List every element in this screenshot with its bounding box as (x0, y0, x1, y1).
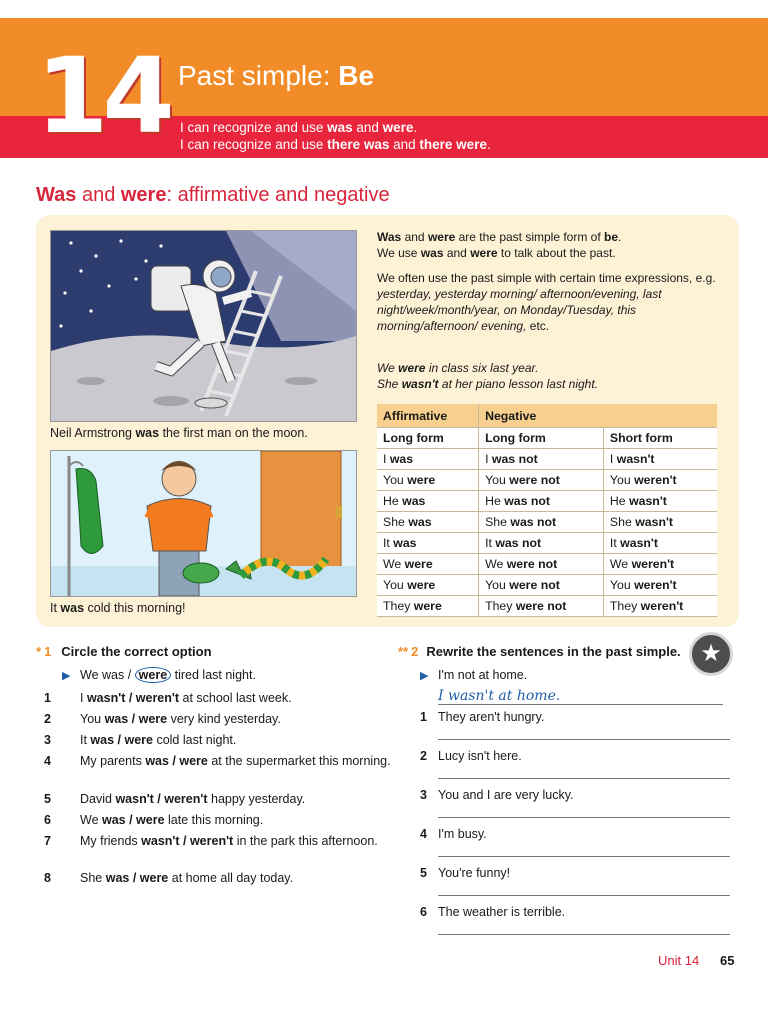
play-arrow-icon: ▶ (62, 670, 71, 682)
table-cell: You were (377, 470, 479, 491)
unit-number: 14 (36, 35, 169, 157)
exercise-1-item: 1 I wasn't / weren't at school last week. (44, 691, 292, 705)
table-cell: You weren't (603, 575, 717, 596)
option-choice[interactable]: was / were (102, 813, 165, 827)
exercise-1-item: 6 We was / were late this morning. (44, 813, 264, 827)
astronaut-illustration (50, 230, 357, 422)
table-row (377, 596, 717, 617)
answer-line[interactable] (438, 778, 730, 779)
exercise-1-example: ▶ We was / were tired last night. (62, 667, 256, 685)
table-cell: They were (377, 596, 479, 617)
option-choice[interactable]: was / were (90, 733, 153, 747)
table-row (377, 533, 717, 554)
table-cell: She was (377, 512, 479, 533)
cold-boy-illustration (50, 450, 357, 597)
exercise-2-example: ▶ I'm not at home. (420, 667, 527, 685)
table-cell: I was (377, 449, 479, 470)
exercise-1-item: 7 My friends wasn't / weren't in the park this afternoon. (44, 834, 378, 848)
table-cell: I was not (479, 449, 604, 470)
page-number: 65 (720, 953, 735, 968)
table-cell: They weren't (603, 596, 717, 617)
exercise-2-item: 1 They aren't hungry. (420, 710, 545, 724)
table-row (377, 575, 717, 596)
subheader: Long form (377, 428, 479, 449)
exercise-1-item: 8 She was / were at home all day today. (44, 871, 294, 885)
exercise-2-title: ** 2 Rewrite the sentences in the past simple. (398, 644, 681, 659)
objective-2: I can recognize and use there was and there were. (180, 137, 491, 152)
table-cell: You were not (479, 470, 604, 491)
table-cell: He wasn't (603, 491, 717, 512)
astronaut-caption: Neil Armstrong was the first man on the moon. (50, 426, 308, 440)
subheader: Short form (603, 428, 717, 449)
table-row (377, 491, 717, 512)
option-choice[interactable]: was / were (104, 712, 168, 726)
table-cell: We were not (479, 554, 604, 575)
exercise-1-item: 2 You was / were very kind yesterday. (44, 712, 281, 726)
footer-unit: Unit 14 (658, 953, 700, 968)
play-arrow-icon: ▶ (420, 670, 429, 682)
star-icon: ★ (689, 632, 733, 676)
table-cell: She wasn't (603, 512, 717, 533)
option-choice[interactable]: was / were (145, 754, 208, 768)
table-cell: They were not (479, 596, 604, 617)
circled-answer: were (135, 667, 172, 683)
grammar-table (377, 404, 717, 617)
answer-line[interactable] (438, 934, 730, 935)
answer-line[interactable] (438, 817, 730, 818)
exercise-2-item: 4 I'm busy. (420, 827, 487, 841)
table-cell: You were (377, 575, 479, 596)
option-choice[interactable]: wasn't / weren't (115, 792, 208, 806)
example-sentences: We were in class six last year. She wasn't at her piano lesson last night. (377, 361, 598, 391)
table-row (377, 512, 717, 533)
table-cell: It was (377, 533, 479, 554)
exercise-1-item: 3 It was / were cold last night. (44, 733, 237, 747)
subheader: Long form (479, 428, 604, 449)
table-cell: We were (377, 554, 479, 575)
exercise-1-title: * 1 Circle the correct option (36, 644, 212, 659)
table-row (377, 554, 717, 575)
explanation-1: Was and were are the past simple form of be. We use was and were to talk about the past. (377, 230, 622, 260)
table-row (377, 449, 717, 470)
table-cell: It wasn't (603, 533, 717, 554)
table-cell: I wasn't (603, 449, 717, 470)
header-negative: Negative (479, 404, 717, 428)
explanation-2: We often use the past simple with certain time expressions, e.g. yesterday, yesterday morning/ afternoon/evening, last night/week/month/year, on Monday/Tuesday, this morning/afternoon/ evening, etc. (377, 271, 716, 333)
table-cell: He was not (479, 491, 604, 512)
header-affirmative: Affirmative (377, 404, 479, 428)
answer-line[interactable] (438, 739, 730, 740)
option-choice[interactable]: wasn't / weren't (86, 691, 180, 705)
cold-caption: It was cold this morning! (50, 601, 186, 615)
option-choice[interactable]: was / were (105, 871, 169, 885)
exercise-2-item: 6 The weather is terrible. (420, 905, 566, 919)
option-choice[interactable]: wasn't / weren't (141, 834, 234, 848)
answer-line (438, 704, 723, 705)
table-cell: He was (377, 491, 479, 512)
example-answer: I wasn't at home. (438, 688, 561, 704)
answer-line[interactable] (438, 856, 730, 857)
exercise-2-item: 5 You're funny! (420, 866, 511, 880)
exercise-2-item: 3 You and I are very lucky. (420, 788, 574, 802)
objective-1: I can recognize and use was and were. (180, 120, 418, 135)
answer-line[interactable] (438, 895, 730, 896)
section-title: Was and were: affirmative and negative (36, 184, 390, 206)
exercise-1-item: 5 David wasn't / weren't happy yesterday. (44, 792, 306, 806)
page-title: Past simple: Be (178, 60, 375, 91)
table-cell: It was not (479, 533, 604, 554)
exercise-1-item: 4 My parents was / were at the supermarket this morning. (44, 754, 391, 768)
table-cell: You were not (479, 575, 604, 596)
exercise-2-item: 2 Lucy isn't here. (420, 749, 522, 763)
table-row (377, 470, 717, 491)
table-cell: She was not (479, 512, 604, 533)
table-cell: We weren't (603, 554, 717, 575)
table-cell: You weren't (603, 470, 717, 491)
